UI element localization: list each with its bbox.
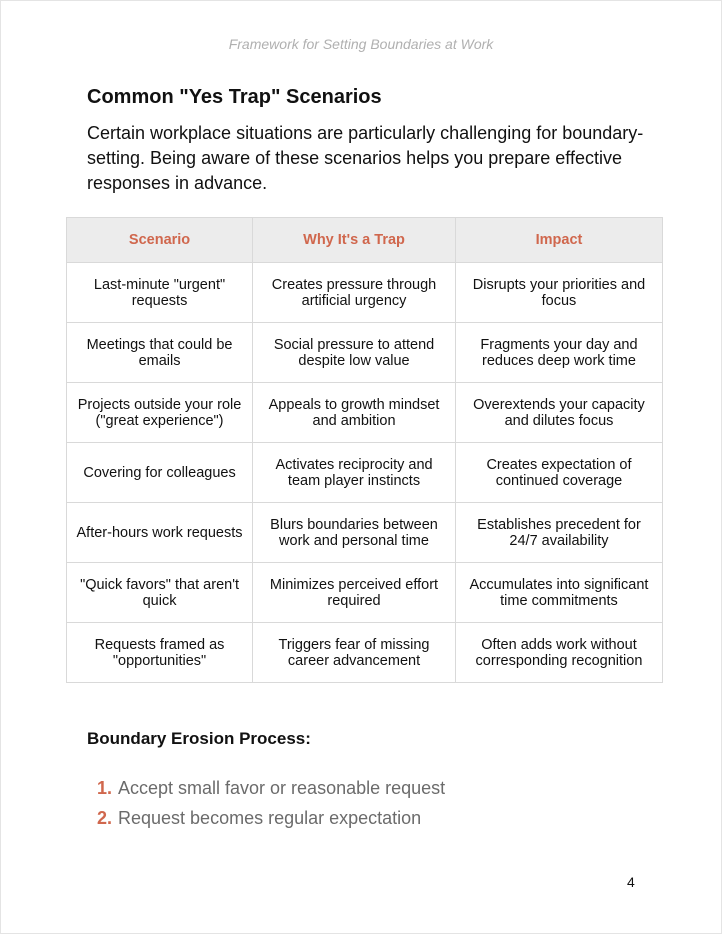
impact-cell: Creates expectation of continued coverage [455, 443, 662, 503]
why-trap-cell: Appeals to growth mindset and ambition [253, 383, 456, 443]
table-row [67, 503, 663, 563]
scenario-cell: Requests framed as "opportunities" [67, 623, 253, 683]
scenario-cell: Projects outside your role ("great experience") [67, 383, 253, 443]
scenario-cell: Covering for colleagues [67, 443, 253, 503]
table-row [67, 263, 663, 323]
table-row [67, 443, 663, 503]
scenario-cell: After-hours work requests [67, 503, 253, 563]
table-row [67, 623, 663, 683]
scenario-cell: Meetings that could be emails [67, 323, 253, 383]
column-header-why-trap: Why It's a Trap [253, 218, 456, 263]
impact-cell: Often adds work without corresponding recognition [455, 623, 662, 683]
step-number: 1. [97, 778, 113, 798]
intro-paragraph: Certain workplace situations are particularly challenging for boundary-setting. Being aware of these scenarios helps you prepare effective responses in advance. [87, 123, 644, 193]
table-row [67, 323, 663, 383]
impact-cell: Overextends your capacity and dilutes focus [455, 383, 662, 443]
column-header-scenario: Scenario [67, 218, 253, 263]
table-row [67, 563, 663, 623]
erosion-steps-list [97, 773, 445, 833]
why-trap-cell: Blurs boundaries between work and personal time [253, 503, 456, 563]
scenario-cell: Last-minute "urgent" requests [67, 263, 253, 323]
why-trap-cell: Creates pressure through artificial urgency [253, 263, 456, 323]
section-title: Common "Yes Trap" Scenarios [87, 86, 382, 108]
column-header-impact: Impact [455, 218, 662, 263]
list-item [97, 803, 445, 833]
impact-cell: Establishes precedent for 24/7 availability [455, 503, 662, 563]
page-number: 4 [627, 874, 635, 890]
impact-cell: Disrupts your priorities and focus [455, 263, 662, 323]
erosion-title: Boundary Erosion Process: [87, 729, 311, 748]
why-trap-cell: Triggers fear of missing career advancement [253, 623, 456, 683]
why-trap-cell: Activates reciprocity and team player instincts [253, 443, 456, 503]
why-trap-cell: Social pressure to attend despite low value [253, 323, 456, 383]
impact-cell: Fragments your day and reduces deep work time [455, 323, 662, 383]
step-number: 2. [97, 808, 113, 828]
running-header: Framework for Setting Boundaries at Work [228, 36, 494, 52]
why-trap-cell: Minimizes perceived effort required [253, 563, 456, 623]
table-row [67, 383, 663, 443]
step-text: Request becomes regular expectation [118, 808, 422, 828]
step-text: Accept small favor or reasonable request [118, 778, 446, 798]
impact-cell: Accumulates into significant time commitments [455, 563, 662, 623]
yes-trap-table [66, 217, 663, 683]
table-header-row [67, 218, 663, 263]
list-item [97, 773, 445, 803]
scenario-cell: "Quick favors" that aren't quick [67, 563, 253, 623]
